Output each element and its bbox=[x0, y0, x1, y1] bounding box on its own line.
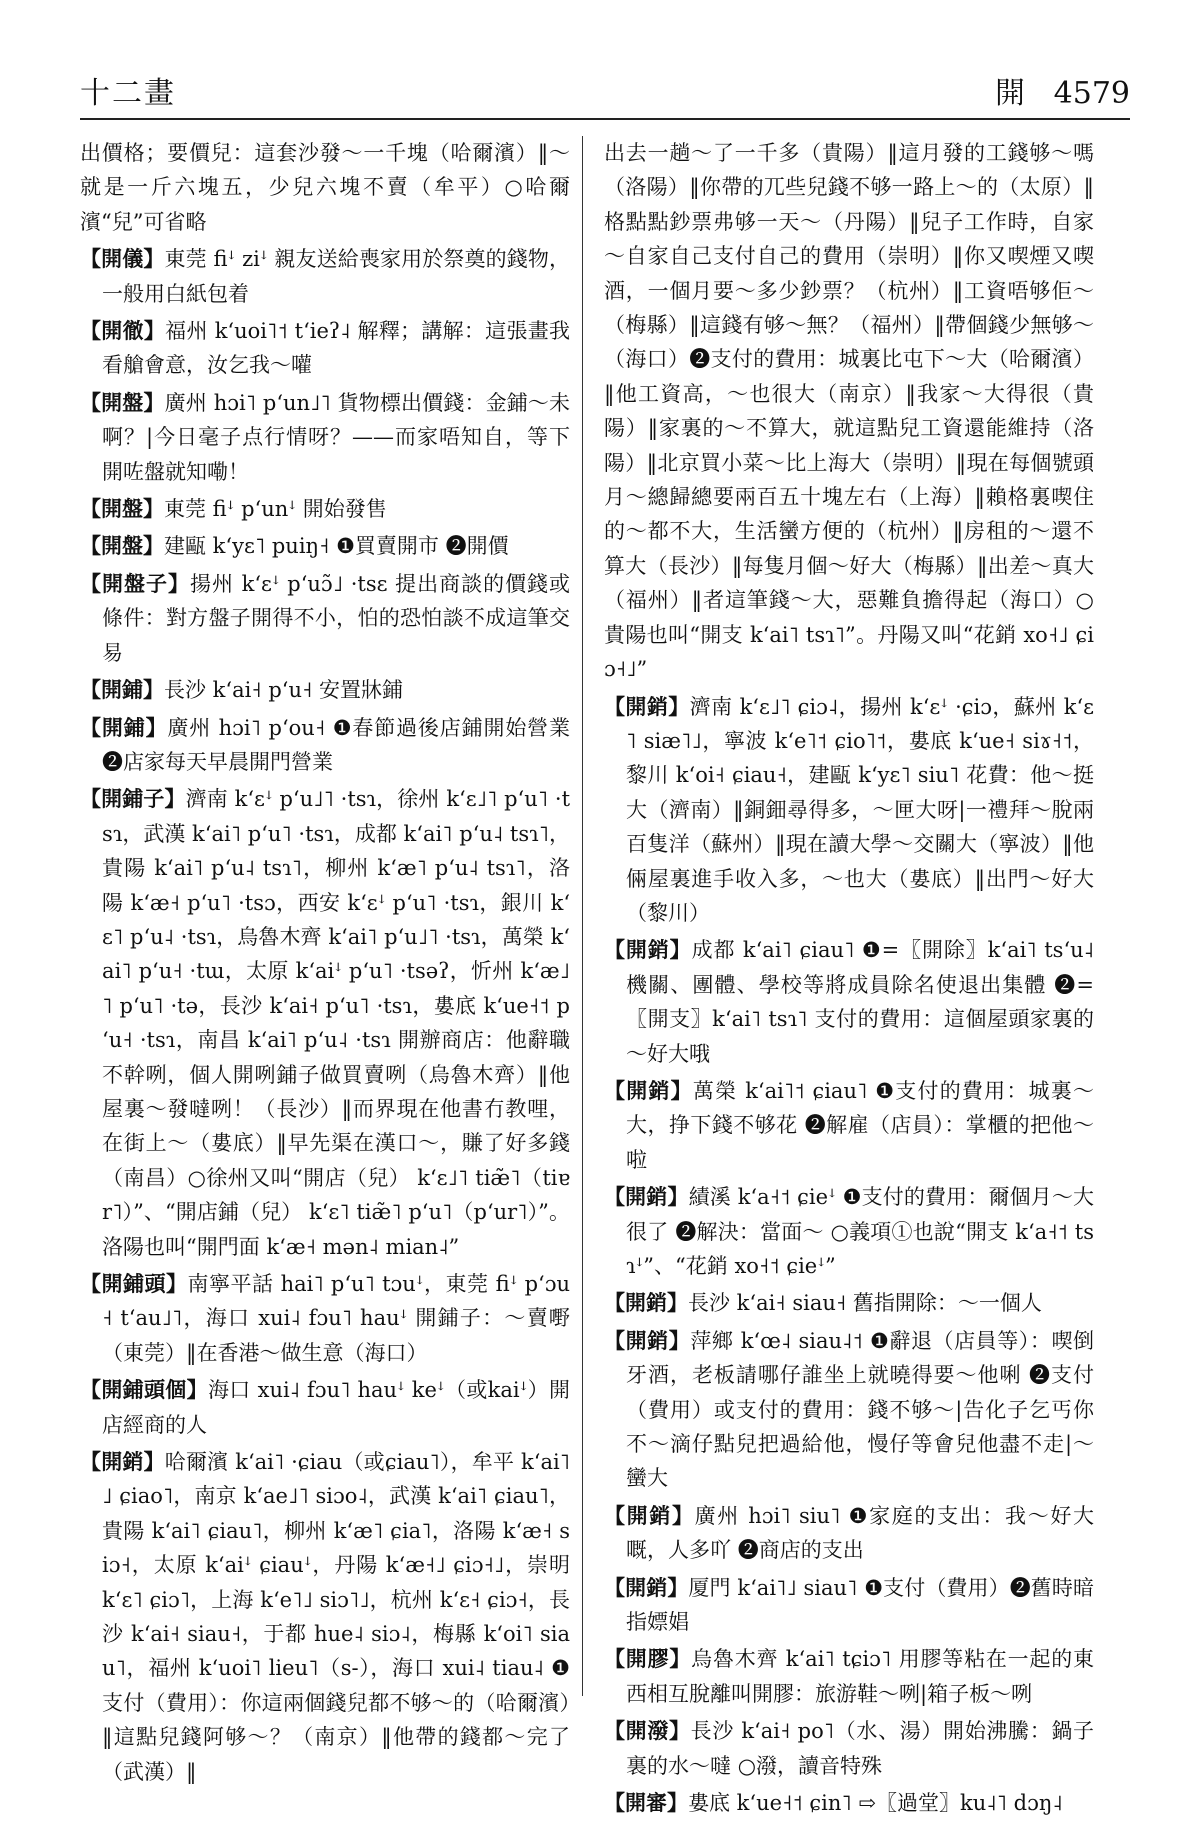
dictionary-entry bbox=[604, 1571, 1094, 1640]
dictionary-entry bbox=[80, 567, 570, 670]
header-rule bbox=[80, 118, 1130, 120]
entry-headword: 【 開銷 】 bbox=[604, 1184, 689, 1209]
entry-text: 東莞 fiꜜ pʻunꜜ 開始發售 bbox=[164, 497, 387, 522]
entry-text: 哈爾濱 kʻai˥ ·ɕiau（或ɕiau˥），牟平 kʻai˥˩ ɕiao˥，南京 kʻae˩˥ siɔo˨，武漢 kʻai˥ ɕiau˥，貴陽 kʻai˥ ɕiau˥，柳州 kʻæ˥ ɕia˥，洛陽 kʻæ˧ siɔ˧，太原 kʻaiꜜ ɕiauꜜ，丹陽 kʻæ˧˩ ɕiɔ˧˩，崇明 kʻɛ˥ ɕiɔ˥，上海 kʻe˥˩ siɔ˥˩，杭州 kʻɛ˧ ɕiɔ˧，長沙 kʻai˧ siau˧，于都 hue˨ siɔ˨，梅縣 kʻoi˥ siau˥，福州 kʻuoi˥ lieu˥（s-），海口 xui˨ tiau˨ ❶支付（費用）：你這兩個錢兒都不够～的（哈爾濱）‖這點兒錢阿够～？（南京）‖他帶的錢都～完了（武漢）‖ bbox=[102, 1450, 571, 1784]
dictionary-entry bbox=[604, 1074, 1094, 1177]
left-column bbox=[80, 136, 571, 1784]
dictionary-entry bbox=[80, 242, 570, 311]
entry-headword: 【 開盤 】 bbox=[80, 533, 164, 558]
entry-text: 南寧平話 hai˥ pʻu˥ tɔuꜜ，東莞 fiꜜ pʻɔu˧ tʻau˩˥，海口 xui˨ fɔu˥ hauꜜ 開鋪子：～賣嘢（東莞）‖在香港～做生意（海口） bbox=[102, 1272, 571, 1365]
entry-text: 廣州 hɔi˥ siu˥ ❶家庭的支出：我～好大嘅，人多吖 ❷商店的支出 bbox=[626, 1503, 1095, 1563]
dictionary-entry bbox=[80, 529, 570, 563]
dictionary-entry bbox=[604, 1786, 1094, 1820]
entry-text: 萬榮 kʻai˥˦ ɕiau˥ ❶支付的費用：城裏～大，挣下錢不够花 ❷解雇（店員）：掌櫃的把他～啦 bbox=[626, 1078, 1094, 1172]
entry-headword: 【 開盤 】 bbox=[80, 390, 165, 415]
dictionary-entry bbox=[604, 1286, 1094, 1320]
entry-text: 海口 xui˨ fɔu˥ hauꜜ keꜜ（或kaiꜜ）開店經商的人 bbox=[102, 1378, 571, 1437]
entry-headword: 【 開銷 】 bbox=[604, 1290, 688, 1315]
page-number: 4579 bbox=[1053, 76, 1130, 111]
dictionary-entry bbox=[604, 1324, 1094, 1496]
dictionary-entry bbox=[604, 1180, 1094, 1283]
entry-headword: 【 開銷 】 bbox=[604, 937, 692, 962]
entry-text: 揚州 kʻɛꜜ pʻuɔ̃˩ ·tsɛ 提出商談的價錢或條件：對方盤子開得不小，怕的恐怕談不成這筆交易 bbox=[102, 571, 571, 665]
dictionary-entry bbox=[604, 1714, 1094, 1783]
entry-headword: 【 開審 】 bbox=[604, 1790, 688, 1815]
entry-headword: 【 開鋪子 】 bbox=[80, 786, 186, 811]
entry-text: 濟南 kʻɛ˩˥ ɕiɔ˨，揚州 kʻɛꜜ ·ɕiɔ，蘇州 kʻɛ˥ siæ˥˩，寧波 kʻe˥˦ ɕio˥˦，婁底 kʻue˧ siɤ˧˦，黎川 kʻoi˧ ɕiau˧，建甌 kʻyɛ˥ siu˥ 花費：他～挺大（濟南）‖銅鈿尋得多，～匣大呀|一禮拜～脫兩百隻洋（蘇州）‖現在讀大學～交關大（寧波）‖他倆屋裏進手收入多，～也大（婁底）‖出門～好大（黎川） bbox=[626, 694, 1095, 925]
dictionary-entry bbox=[604, 1499, 1094, 1568]
page-header bbox=[80, 58, 1130, 112]
entry-headword: 【 開盤子 】 bbox=[80, 571, 190, 596]
section-title: 十二畫 bbox=[80, 76, 176, 111]
entry-text: 廣州 hɔi˥ pʻou˧ ❶春節過後店鋪開始營業 ❷店家每天早晨開門營業 bbox=[102, 715, 571, 774]
entry-text: 長沙 kʻai˧ po˥（水、湯）開始沸騰：鍋子裏的水～噠 ○潑，讀音特殊 bbox=[626, 1719, 1095, 1778]
entry-headword: 【 開銷 】 bbox=[604, 1078, 693, 1103]
dictionary-entry bbox=[80, 673, 570, 707]
entry-text: 福州 kʻuoi˥˦ tʻieʔ˨ 解釋；講解：這張畫我看艙會意，汝乞我～嚾 bbox=[102, 319, 571, 378]
entry-text: 績溪 kʻa˧˦ ɕieꜜ ❶支付的費用：爾個月～大很了 ❷解決：當面～ ○義項①也說“開支 kʻa˧˦ tsɿꜜ”、“花銷 xo˧˦ ɕieꜜ” bbox=[626, 1185, 1095, 1278]
entry-headword: 【 開鋪頭 】 bbox=[80, 1271, 187, 1296]
entry-text: 出價格；要價兒：這套沙發～一千塊（哈爾濱）‖～就是一斤六塊五，少兒六塊不賣（牟平）○哈爾濱“兒”可省略 bbox=[80, 141, 570, 234]
dictionary-entry bbox=[80, 711, 570, 780]
entry-text: 厦門 kʻai˥˩ siau˥ ❶支付（費用）❷舊時暗指嫖娼 bbox=[626, 1575, 1095, 1635]
header-char: 開 bbox=[995, 76, 1026, 111]
dictionary-entry bbox=[80, 492, 570, 526]
entry-headword: 【 開鋪頭個 】 bbox=[80, 1377, 208, 1402]
column-divider bbox=[582, 136, 583, 1696]
entry-text: 長沙 kʻai˧ siau˧ 舊指開除：～一個人 bbox=[688, 1291, 1042, 1316]
entry-headword: 【 開膠 】 bbox=[604, 1646, 691, 1671]
entry-text: 長沙 kʻai˧ pʻu˧ 安置牀鋪 bbox=[164, 678, 404, 703]
entry-headword: 【 開銷 】 bbox=[80, 1449, 165, 1474]
dictionary-entry bbox=[80, 1267, 570, 1370]
dictionary-entry bbox=[80, 386, 570, 489]
entry-headword: 【 開徹 】 bbox=[80, 318, 165, 343]
entry-headword: 【 開潑 】 bbox=[604, 1718, 691, 1743]
page-header-right bbox=[995, 68, 1130, 112]
right-column bbox=[604, 136, 1095, 1816]
entry-headword: 【 開儀 】 bbox=[80, 246, 165, 271]
entry-text: 成都 kʻai˥ ɕiau˥ ❶=〖開除〗kʻai˥ tsʻu˨ 機關、團體、學校等將成員除名使退出集體 ❷=〖開支〗kʻai˥ tsɿ˥ 支付的費用：這個屋頭家裏的～好大哦 bbox=[626, 938, 1094, 1066]
entry-text: 烏魯木齊 kʻai˥ tɕiɔ˥ 用膠等粘在一起的東西相互脫離叫開膠：旅游鞋～咧|箱子板～咧 bbox=[626, 1647, 1095, 1706]
dictionary-entry bbox=[80, 1373, 570, 1442]
entry-headword: 【 開鋪 】 bbox=[80, 677, 164, 702]
dictionary-entry bbox=[80, 314, 570, 383]
entry-text: 萍鄉 kʻœ˨ siau˨˦ ❶辭退（店員等）：喫倒牙酒，老板請哪仔誰坐上就曉得要～他唎 ❷支付（費用）或支付的費用：錢不够～|告化子乞丐你不～滴仔點兒把過給他，慢仔等會兒他盡不走|～蠻大 bbox=[626, 1328, 1095, 1491]
entry-text: 婁底 kʻue˧˦ ɕin˥ ⇨〖過堂〗ku˨˥ dɔŋ˨ bbox=[688, 1791, 1063, 1816]
dictionary-entry bbox=[80, 782, 570, 1264]
entry-headword: 【 開銷 】 bbox=[604, 1575, 688, 1600]
entry-headword: 【 開銷 】 bbox=[604, 1503, 695, 1528]
entry-text: 東莞 fiꜜ ziꜜ 親友送給喪家用於祭奠的錢物，一般用白紙包着 bbox=[102, 247, 571, 306]
entry-headword: 【 開鋪 】 bbox=[80, 715, 167, 740]
dictionary-entry bbox=[604, 1642, 1094, 1711]
entry-headword: 【 開銷 】 bbox=[604, 1328, 690, 1353]
entry-text: 建甌 kʻyɛ˥ puiŋ˧ ❶買賣開市 ❷開價 bbox=[164, 534, 509, 559]
entry-continuation bbox=[80, 136, 570, 239]
entry-continuation bbox=[604, 136, 1094, 687]
entry-text: 出去一趟～了一千多（貴陽）‖這月發的工錢够～嗎（洛陽）‖你帶的兀些兒錢不够一路上～的（太原）‖格點點鈔票弗够一天～（丹陽）‖兒子工作時，自家～自家自己支付自己的費用（崇明）‖你又喫煙又喫酒，一個月要～多少鈔票？（杭州）‖工資唔够佢～（梅縣）‖這錢有够～無？（福州）‖帶個錢少無够～（海口）❷支付的費用：城裏比屯下～大（哈爾濱）‖他工資高，～也很大（南京）‖我家～大得很（貴陽）‖家裏的～不算大，就這點兒工資還能維持（洛陽）‖北京買小菜～比上海大（崇明）‖現在每個號頭月～總歸總要兩百五十塊左右（上海）‖賴格裏喫住的～都不大，生活蠻方便的（杭州）‖房租的～還不算大（長沙）‖每隻月個～好大（梅縣）‖出差～真大（福州）‖者這筆錢～大，惡難負擔得起（海口）○貴陽也叫“開支 kʻai˥ tsɿ˥”。丹陽又叫“花銷 xo˧˩ ɕiɔ˧˩” bbox=[604, 141, 1094, 682]
dictionary-entry bbox=[604, 690, 1094, 931]
entry-headword: 【 開盤 】 bbox=[80, 496, 164, 521]
dictionary-entry bbox=[604, 933, 1094, 1071]
entry-headword: 【 開銷 】 bbox=[604, 694, 690, 719]
entry-text: 濟南 kʻɛꜜ pʻu˩˥ ·tsɿ，徐州 kʻɛ˩˥ pʻu˥ ·tsɿ，武漢 kʻai˥ pʻu˥ ·tsɿ，成都 kʻai˥ pʻu˨ tsɿ˥，貴陽 kʻai˥ pʻu˨ tsɿ˥，柳州 kʻæ˥ pʻu˨ tsɿ˥，洛陽 kʻæ˧ pʻu˥ ·tsɔ，西安 kʻɛꜜ pʻu˥ ·tsɿ，銀川 kʻɛ˥ pʻu˨ ·tsɿ，烏魯木齊 kʻai˥ pʻu˩˥ ·tsɿ，萬榮 kʻai˥ pʻu˧ ·tɯ，太原 kʻaiꜜ pʻu˥ ·tsəʔ，忻州 kʻæ˩˥ pʻu˥ ·tə，長沙 kʻai˧ pʻu˥ ·tsɿ，婁底 kʻue˧˦ pʻu˧ ·tsɿ，南昌 kʻai˥ pʻu˨ ·tsɿ 開辦商店：他辭職不幹咧，個人開咧鋪子做買賣咧（烏魯木齊）‖他屋裏～發噠咧！（長沙）‖而界現在他書冇教哩，在街上～（婁底）‖早先渠在漢口～，賺了好多錢（南昌）○徐州又叫“開店（兒） kʻɛ˩˥ tiæ̃˥（tiɐr˥）”、“開店鋪（兒） kʻɛ˥ tiæ̃˥ pʻu˥（pʻur˥）”。洛陽也叫“開門面 kʻæ˧ mən˨ mian˨” bbox=[102, 787, 571, 1259]
entry-text: 廣州 hɔi˥ pʻun˩˥ 貨物標出價錢：金鋪～未啊？|今日毫子点行情呀？——而家唔知自，等下開咗盤就知嘞！ bbox=[102, 390, 571, 484]
dictionary-entry bbox=[80, 1445, 570, 1789]
